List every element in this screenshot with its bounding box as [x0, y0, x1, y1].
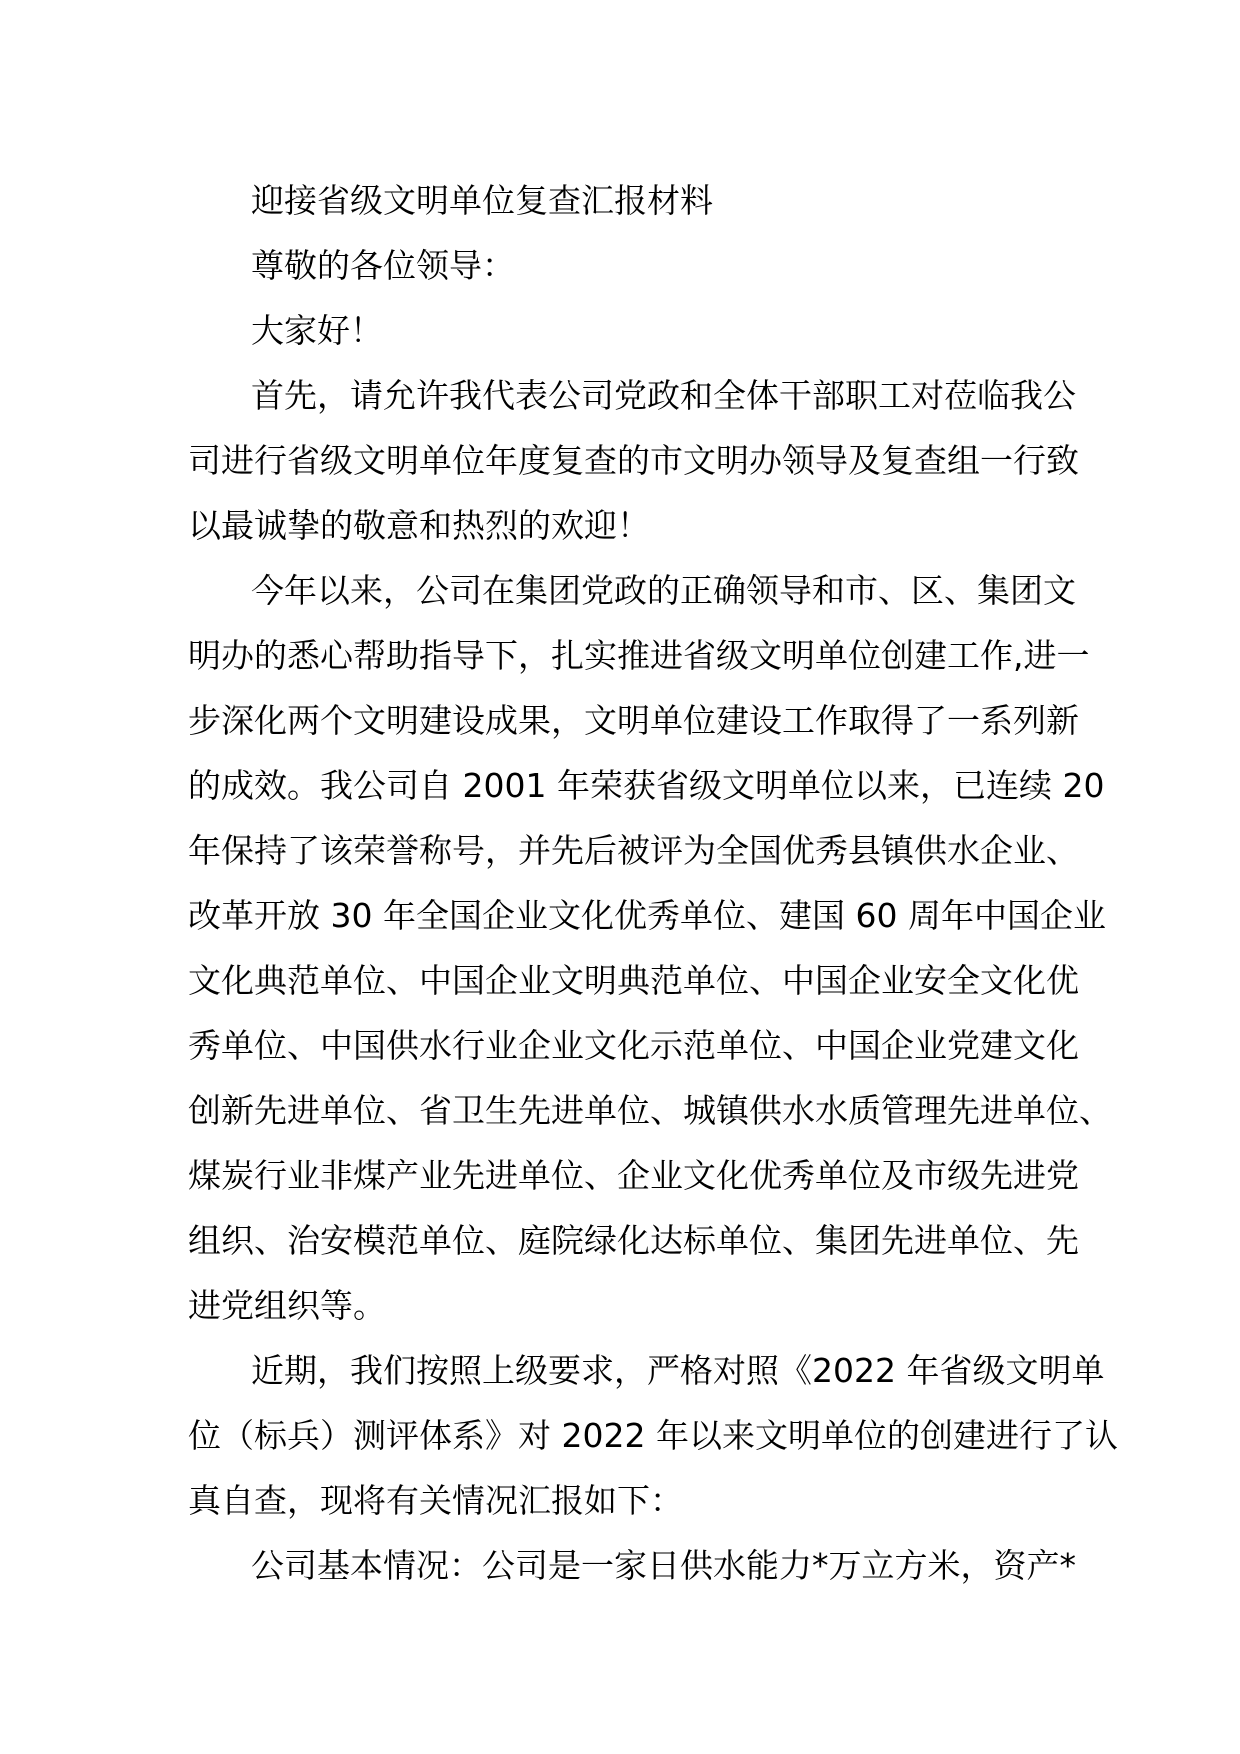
greeting-line: 大家好！	[251, 311, 383, 350]
paragraph-line: 首先，请允许我代表公司党政和全体干部职工对莅临我公	[251, 376, 1076, 415]
paragraph-line: 组织、治安模范单位、庭院绿化达标单位、集团先进单位、先	[188, 1221, 1079, 1260]
paragraph-line: 的成效。我公司自 2001 年荣获省级文明单位以来，已连续 20	[188, 766, 1105, 805]
salutation	[188, 233, 1058, 298]
paragraph-line: 改革开放 30 年全国企业文化优秀单位、建国 60 周年中国企业	[188, 896, 1106, 935]
paragraph-self-check	[188, 1338, 1118, 1533]
paragraph-line: 真自查，现将有关情况汇报如下：	[188, 1481, 683, 1520]
greeting	[188, 298, 1058, 363]
paragraph-line: 秀单位、中国供水行业企业文化示范单位、中国企业党建文化	[188, 1026, 1079, 1065]
salutation-line: 尊敬的各位领导：	[251, 246, 515, 285]
paragraph-line: 煤炭行业非煤产业先进单位、企业文化优秀单位及市级先进党	[188, 1156, 1079, 1195]
paragraph-achievements	[188, 558, 1112, 1338]
paragraph-line: 司进行省级文明单位年度复查的市文明办领导及复查组一行致	[188, 441, 1079, 480]
document-body	[188, 168, 1118, 1598]
paragraph-line: 明办的悉心帮助指导下，扎实推进省级文明单位创建工作,进一	[188, 636, 1090, 675]
paragraph-line: 创新先进单位、省卫生先进单位、城镇供水水质管理先进单位、	[188, 1091, 1112, 1130]
paragraph-line: 今年以来，公司在集团党政的正确领导和市、区、集团文	[251, 571, 1076, 610]
title-line: 迎接省级文明单位复查汇报材料	[251, 181, 713, 220]
paragraph-line: 步深化两个文明建设成果，文明单位建设工作取得了一系列新	[188, 701, 1079, 740]
paragraph-line: 进党组织等。	[188, 1286, 386, 1325]
paragraph-line: 公司基本情况：公司是一家日供水能力*万立方米，资产*	[251, 1546, 1076, 1585]
paragraph-line: 位（标兵）测评体系》对 2022 年以来文明单位的创建进行了认	[188, 1416, 1118, 1455]
paragraph-line: 文化典范单位、中国企业文明典范单位、中国企业安全文化优	[188, 961, 1079, 1000]
paragraph-welcome	[188, 363, 1079, 558]
paragraph-line: 以最诚挚的敬意和热烈的欢迎！	[188, 506, 650, 545]
document-title	[188, 168, 1058, 233]
paragraph-company-overview	[188, 1533, 1076, 1598]
paragraph-line: 年保持了该荣誉称号，并先后被评为全国优秀县镇供水企业、	[188, 831, 1079, 870]
paragraph-line: 近期，我们按照上级要求，严格对照《2022 年省级文明单	[251, 1351, 1105, 1390]
